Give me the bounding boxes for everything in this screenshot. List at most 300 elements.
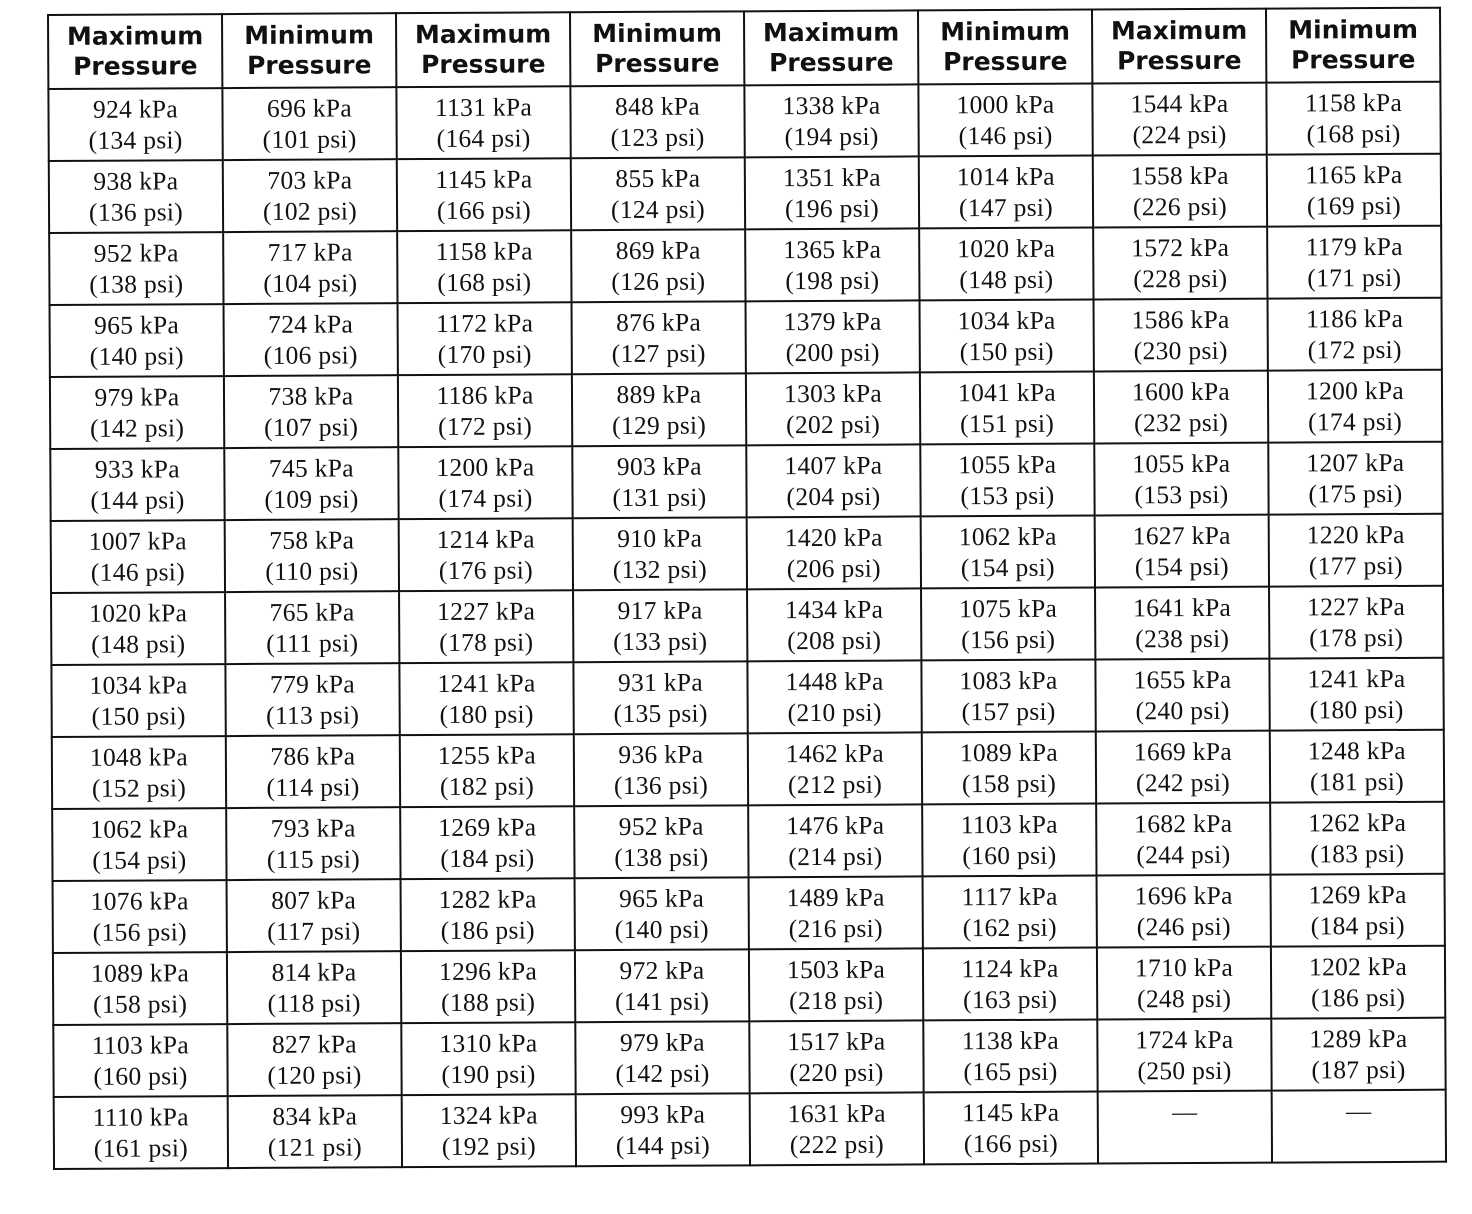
pressure-cell <box>921 516 1095 589</box>
kpa-value: 1303 kPa <box>783 378 883 409</box>
pressure-cell <box>1269 658 1443 731</box>
psi-value: (158 psi) <box>961 768 1057 799</box>
psi-value: (151 psi) <box>960 408 1055 439</box>
psi-value: (214 psi) <box>788 841 883 872</box>
kpa-value: 952 kPa <box>618 811 704 842</box>
psi-value: (102 psi) <box>262 196 358 226</box>
column-header-label: Pressure <box>768 47 894 78</box>
pressure-cell <box>402 1094 576 1167</box>
kpa-value: 993 kPa <box>620 1099 706 1130</box>
kpa-value: 1289 kPa <box>1309 1023 1408 1054</box>
pressure-cell <box>1095 587 1269 660</box>
pressure-cell <box>1269 514 1443 587</box>
table-row <box>51 514 1443 593</box>
kpa-value: 965 kPa <box>94 310 180 340</box>
column-header-kind: Maximum <box>66 21 204 51</box>
kpa-value: 1083 kPa <box>959 665 1058 696</box>
kpa-value: 1241 kPa <box>437 668 536 698</box>
kpa-value: 855 kPa <box>615 163 701 194</box>
column-header-kind: Minimum <box>940 16 1071 47</box>
column-header-label: Pressure <box>1290 44 1416 75</box>
pressure-cell <box>920 444 1094 517</box>
psi-value: (216 psi) <box>788 913 883 944</box>
psi-value: (172 psi) <box>438 411 533 441</box>
header-row <box>48 8 1440 89</box>
kpa-value: 979 kPa <box>619 1027 705 1058</box>
pressure-cell <box>573 661 747 734</box>
pressure-cell <box>919 156 1093 229</box>
psi-value: (206 psi) <box>786 553 882 584</box>
pressure-cell <box>744 84 918 157</box>
pressure-cell <box>745 156 919 229</box>
psi-value: (140 psi) <box>89 341 184 371</box>
kpa-value: 1462 kPa <box>785 738 884 769</box>
pressure-cell <box>924 1092 1098 1165</box>
psi-value: (224 psi) <box>1132 119 1227 150</box>
kpa-value: 1089 kPa <box>959 737 1058 768</box>
psi-value: (166 psi) <box>963 1128 1059 1159</box>
pressure-cell <box>1269 586 1443 659</box>
pressure-cell <box>398 446 572 519</box>
pressure-cell <box>1268 370 1442 443</box>
psi-value: (107 psi) <box>264 412 359 442</box>
psi-value: (135 psi) <box>613 698 708 729</box>
kpa-value: 1145 kPa <box>962 1097 1060 1128</box>
pressure-cell <box>746 444 920 517</box>
psi-value: (121 psi) <box>267 1132 363 1162</box>
kpa-value: 1351 kPa <box>782 162 881 193</box>
table-row <box>53 1018 1445 1097</box>
kpa-value: 1476 kPa <box>786 810 885 841</box>
psi-value: (148 psi) <box>91 629 186 659</box>
psi-value: (202 psi) <box>786 409 881 440</box>
pressure-cell <box>1270 802 1444 875</box>
kpa-value: 1020 kPa <box>957 233 1056 264</box>
kpa-value: 972 kPa <box>619 955 705 986</box>
pressure-cell <box>572 445 746 518</box>
pressure-cell <box>574 805 748 878</box>
kpa-value: 717 kPa <box>267 237 353 267</box>
psi-value: (176 psi) <box>438 555 534 585</box>
pressure-cell <box>224 447 398 520</box>
kpa-value: 1282 kPa <box>438 884 537 914</box>
kpa-value: 1200 kPa <box>436 452 535 482</box>
psi-value: (138 psi) <box>614 842 709 873</box>
pressure-cell <box>747 660 921 733</box>
psi-value: (228 psi) <box>1133 263 1228 294</box>
column-header-label: Pressure <box>942 46 1068 77</box>
column-header <box>1266 8 1440 83</box>
kpa-value: 834 kPa <box>272 1101 358 1131</box>
psi-value: (238 psi) <box>1135 623 1230 654</box>
kpa-value: 1014 kPa <box>956 161 1055 192</box>
psi-value: (129 psi) <box>612 410 707 441</box>
psi-value: (212 psi) <box>787 769 883 800</box>
kpa-value: 814 kPa <box>271 957 357 987</box>
column-header-label: Pressure <box>594 48 720 79</box>
psi-value: (144 psi) <box>615 1130 711 1161</box>
pressure-cell <box>227 951 401 1024</box>
kpa-value: 1420 kPa <box>784 522 883 553</box>
kpa-value: 1262 kPa <box>1308 807 1407 838</box>
pressure-cell <box>576 1093 750 1166</box>
psi-value: (198 psi) <box>785 265 880 296</box>
psi-value: (154 psi) <box>92 845 187 875</box>
pressure-cell <box>1268 298 1442 371</box>
psi-value: (182 psi) <box>439 771 535 801</box>
kpa-value: 910 kPa <box>617 523 703 554</box>
psi-value: (169 psi) <box>1306 190 1402 221</box>
pressure-cell <box>575 949 749 1022</box>
kpa-value: 938 kPa <box>93 166 179 196</box>
psi-value: (146 psi) <box>958 120 1053 151</box>
kpa-value: 1544 kPa <box>1130 88 1229 119</box>
kpa-value: 1558 kPa <box>1130 160 1229 191</box>
kpa-value: 1214 kPa <box>436 524 535 554</box>
psi-value: (136 psi) <box>88 197 184 227</box>
pressure-cell <box>745 228 919 301</box>
pressure-cell <box>921 588 1095 661</box>
kpa-value: 1179 kPa <box>1305 231 1403 262</box>
kpa-value: 1338 kPa <box>782 90 881 121</box>
psi-value: (109 psi) <box>264 484 359 514</box>
psi-value: (106 psi) <box>263 340 358 370</box>
pressure-cell <box>399 590 573 663</box>
kpa-value: 1296 kPa <box>438 956 538 986</box>
psi-value: (154 psi) <box>960 552 1056 583</box>
psi-value: (194 psi) <box>784 121 879 152</box>
kpa-value: 765 kPa <box>269 597 355 627</box>
kpa-value: 1007 kPa <box>88 526 187 556</box>
psi-value: (208 psi) <box>787 625 882 656</box>
empty-dash: — <box>1346 1098 1372 1126</box>
psi-value: (120 psi) <box>267 1060 362 1090</box>
psi-value: (141 psi) <box>615 986 710 1017</box>
kpa-value: 924 kPa <box>92 94 179 124</box>
pressure-cell <box>1095 515 1269 588</box>
kpa-value: 1165 kPa <box>1305 159 1403 190</box>
psi-value: (161 psi) <box>93 1133 189 1163</box>
table-row <box>53 874 1445 953</box>
kpa-value: 1117 kPa <box>961 881 1058 912</box>
kpa-value: 952 kPa <box>93 238 179 268</box>
pressure-cell <box>1094 371 1268 444</box>
kpa-value: 1110 kPa <box>92 1102 189 1132</box>
pressure-cell <box>1094 299 1268 372</box>
psi-value: (117 psi) <box>267 916 361 946</box>
pressure-cell <box>223 231 397 304</box>
column-header <box>570 11 744 86</box>
kpa-value: 1138 kPa <box>961 1025 1060 1056</box>
pressure-cell <box>51 592 225 665</box>
psi-value: (177 psi) <box>1308 550 1404 581</box>
psi-value: (160 psi) <box>962 840 1057 871</box>
pressure-cell <box>571 157 745 230</box>
kpa-value: 1255 kPa <box>437 740 536 770</box>
psi-value: (210 psi) <box>787 697 882 728</box>
pressure-cell <box>399 662 573 735</box>
pressure-cell <box>572 373 746 446</box>
kpa-value: 848 kPa <box>614 91 701 122</box>
table-row <box>49 226 1441 305</box>
psi-value: (244 psi) <box>1136 839 1231 870</box>
psi-value: (172 psi) <box>1307 334 1402 365</box>
psi-value: (250 psi) <box>1137 1055 1232 1086</box>
psi-value: (147 psi) <box>958 192 1054 223</box>
psi-value: (156 psi) <box>961 624 1056 655</box>
psi-value: (218 psi) <box>789 985 884 1016</box>
pressure-cell <box>223 159 397 232</box>
table-row <box>50 442 1442 521</box>
psi-value: (146 psi) <box>90 557 186 587</box>
psi-value: (230 psi) <box>1133 335 1228 366</box>
kpa-value: 1220 kPa <box>1306 519 1405 550</box>
pressure-cell <box>922 804 1096 877</box>
pressure-cell <box>1096 731 1270 804</box>
pressure-cell <box>1093 155 1267 228</box>
pressure-cell <box>1266 82 1440 155</box>
kpa-value: 1407 kPa <box>784 450 883 481</box>
kpa-value: 1145 kPa <box>435 164 533 194</box>
psi-value: (101 psi) <box>262 124 357 154</box>
kpa-value: 703 kPa <box>267 165 353 195</box>
psi-value: (178 psi) <box>439 627 534 657</box>
psi-value: (165 psi) <box>963 1056 1058 1087</box>
kpa-value: 1241 kPa <box>1307 663 1406 694</box>
psi-value: (140 psi) <box>614 914 709 945</box>
kpa-value: 1710 kPa <box>1134 952 1234 983</box>
psi-value: (160 psi) <box>93 1061 188 1091</box>
pressure-cell <box>51 664 225 737</box>
kpa-value: 1641 kPa <box>1133 592 1232 623</box>
column-header <box>918 10 1092 85</box>
psi-value: (181 psi) <box>1309 766 1405 797</box>
kpa-value: 1207 kPa <box>1306 447 1405 478</box>
psi-value: (131 psi) <box>612 482 707 513</box>
pressure-cell <box>923 1020 1097 1093</box>
column-header-kind: Maximum <box>762 17 900 48</box>
table-row <box>51 658 1443 737</box>
pressure-cell <box>398 374 572 447</box>
pressure-cell <box>1267 226 1441 299</box>
column-header-label: Pressure <box>246 50 372 80</box>
column-header-label: Pressure <box>1116 45 1242 76</box>
column-header <box>48 14 222 89</box>
pressure-cell <box>1097 1019 1271 1092</box>
kpa-value: 1379 kPa <box>783 306 882 337</box>
psi-value: (184 psi) <box>440 843 535 873</box>
psi-value: (196 psi) <box>784 193 880 224</box>
kpa-value: 1600 kPa <box>1131 376 1231 407</box>
psi-value: (148 psi) <box>959 264 1054 295</box>
pressure-cell <box>1271 874 1445 947</box>
psi-value: (180 psi) <box>1309 694 1404 725</box>
pressure-cell <box>575 1021 749 1094</box>
psi-value: (183 psi) <box>1310 838 1405 869</box>
column-header-label: Pressure <box>420 49 546 80</box>
pressure-cell <box>920 372 1094 445</box>
table-row <box>50 298 1442 377</box>
kpa-value: 724 kPa <box>268 309 354 339</box>
pressure-cell <box>49 160 223 233</box>
column-header-kind: Minimum <box>592 18 723 49</box>
psi-value: (232 psi) <box>1134 407 1229 438</box>
psi-value: (136 psi) <box>613 770 709 801</box>
pressure-cell <box>398 302 572 375</box>
psi-value: (138 psi) <box>89 269 184 299</box>
pressure-cell <box>54 1096 228 1169</box>
kpa-value: 1724 kPa <box>1135 1024 1234 1055</box>
psi-value: (222 psi) <box>789 1129 885 1160</box>
pressure-cell <box>921 660 1095 733</box>
kpa-value: 936 kPa <box>618 739 704 770</box>
pressure-cell <box>1271 1018 1445 1091</box>
psi-value: (156 psi) <box>92 917 187 947</box>
column-header-label: Pressure <box>72 51 198 81</box>
psi-value: (104 psi) <box>263 268 358 298</box>
psi-value: (133 psi) <box>613 626 708 657</box>
kpa-value: 1000 kPa <box>956 89 1055 120</box>
kpa-value: 758 kPa <box>269 525 355 555</box>
table-row <box>51 586 1443 665</box>
column-header <box>396 12 570 87</box>
column-header <box>744 10 918 85</box>
pressure-cell <box>52 736 226 809</box>
kpa-value: 1586 kPa <box>1131 304 1230 335</box>
pressure-cell <box>923 876 1097 949</box>
pressure-cell <box>50 448 224 521</box>
psi-value: (192 psi) <box>441 1131 537 1161</box>
kpa-value: 1076 kPa <box>90 886 189 916</box>
column-header <box>1092 9 1266 84</box>
psi-value: (174 psi) <box>438 483 533 513</box>
kpa-value: 779 kPa <box>269 669 356 699</box>
pressure-cell <box>1272 1090 1446 1163</box>
pressure-cell <box>401 950 575 1023</box>
pressure-cell <box>573 589 747 662</box>
table-row <box>49 154 1441 233</box>
kpa-value: 876 kPa <box>616 307 702 338</box>
kpa-value: 738 kPa <box>268 381 354 411</box>
pressure-cell <box>747 516 921 589</box>
column-header-kind: Minimum <box>244 20 375 50</box>
kpa-value: 1448 kPa <box>785 666 884 697</box>
kpa-value: 1041 kPa <box>957 377 1057 408</box>
kpa-value: 1103 kPa <box>960 809 1058 840</box>
kpa-value: 1103 kPa <box>91 1030 190 1060</box>
psi-value: (158 psi) <box>93 989 188 1019</box>
pressure-cell <box>1271 946 1445 1019</box>
pressure-cell <box>749 948 923 1021</box>
kpa-value: 745 kPa <box>268 453 354 483</box>
table-header <box>48 8 1440 89</box>
kpa-value: 979 kPa <box>94 382 180 412</box>
kpa-value: 807 kPa <box>271 885 357 915</box>
psi-value: (186 psi) <box>440 915 535 945</box>
pressure-cell <box>746 300 920 373</box>
pressure-cell <box>1096 803 1270 876</box>
pressure-cell <box>53 952 227 1025</box>
psi-value: (118 psi) <box>267 988 361 1018</box>
psi-value: (175 psi) <box>1308 478 1403 509</box>
kpa-value: 1062 kPa <box>958 521 1057 552</box>
pressure-cell <box>401 1022 575 1095</box>
kpa-value: 931 kPa <box>617 667 704 698</box>
kpa-value: 903 kPa <box>616 451 702 482</box>
pressure-cell <box>396 86 570 159</box>
kpa-value: 1227 kPa <box>437 596 536 626</box>
pressure-cell <box>572 301 746 374</box>
psi-value: (187 psi) <box>1311 1054 1406 1085</box>
pressure-cell <box>225 519 399 592</box>
pressure-cell <box>1094 443 1268 516</box>
pressure-cell <box>1097 875 1271 948</box>
column-header <box>222 13 396 88</box>
psi-value: (246 psi) <box>1136 911 1231 942</box>
pressure-cell <box>222 87 396 160</box>
psi-value: (171 psi) <box>1307 262 1402 293</box>
psi-value: (153 psi) <box>1134 479 1229 510</box>
kpa-value: 917 kPa <box>617 595 703 626</box>
psi-value: (142 psi) <box>615 1058 710 1089</box>
pressure-cell <box>1095 659 1269 732</box>
kpa-value: 1269 kPa <box>1308 879 1407 910</box>
kpa-value: 793 kPa <box>270 813 356 843</box>
psi-value: (114 psi) <box>266 772 360 802</box>
psi-value: (240 psi) <box>1135 695 1230 726</box>
kpa-value: 965 kPa <box>619 883 705 914</box>
pressure-cell <box>224 303 398 376</box>
psi-value: (123 psi) <box>610 122 705 153</box>
pressure-cell <box>748 732 922 805</box>
pressure-cell <box>397 158 571 231</box>
pressure-cell <box>227 1023 401 1096</box>
pressure-cell <box>397 230 571 303</box>
psi-value: (152 psi) <box>91 773 187 803</box>
psi-value: (163 psi) <box>963 984 1058 1015</box>
pressure-table <box>47 7 1447 1170</box>
kpa-value: 1172 kPa <box>436 308 534 338</box>
kpa-value: 1696 kPa <box>1134 880 1233 911</box>
pressure-cell <box>574 733 748 806</box>
pressure-cell <box>1268 442 1442 515</box>
pressure-cell <box>53 1024 227 1097</box>
kpa-value: 1631 kPa <box>787 1098 886 1129</box>
psi-value: (157 psi) <box>961 696 1056 727</box>
empty-dash: — <box>1172 1098 1198 1127</box>
psi-value: (178 psi) <box>1309 622 1404 653</box>
pressure-cell <box>571 229 745 302</box>
psi-value: (142 psi) <box>90 413 185 443</box>
psi-value: (162 psi) <box>962 912 1057 943</box>
psi-value: (134 psi) <box>88 125 183 155</box>
psi-value: (115 psi) <box>266 844 361 874</box>
pressure-cell <box>401 878 575 951</box>
pressure-cell <box>399 518 573 591</box>
kpa-value: 1324 kPa <box>439 1100 538 1130</box>
pressure-cell <box>226 735 400 808</box>
pressure-cell <box>749 876 923 949</box>
pressure-cell <box>48 88 222 161</box>
pressure-cell <box>400 734 574 807</box>
kpa-value: 933 kPa <box>94 454 180 484</box>
kpa-value: 1269 kPa <box>438 812 537 842</box>
pressure-cell <box>575 877 749 950</box>
column-header-kind: Minimum <box>1288 14 1419 45</box>
kpa-value: 1227 kPa <box>1307 591 1406 622</box>
kpa-value: 786 kPa <box>270 741 356 771</box>
psi-value: (190 psi) <box>441 1059 536 1089</box>
